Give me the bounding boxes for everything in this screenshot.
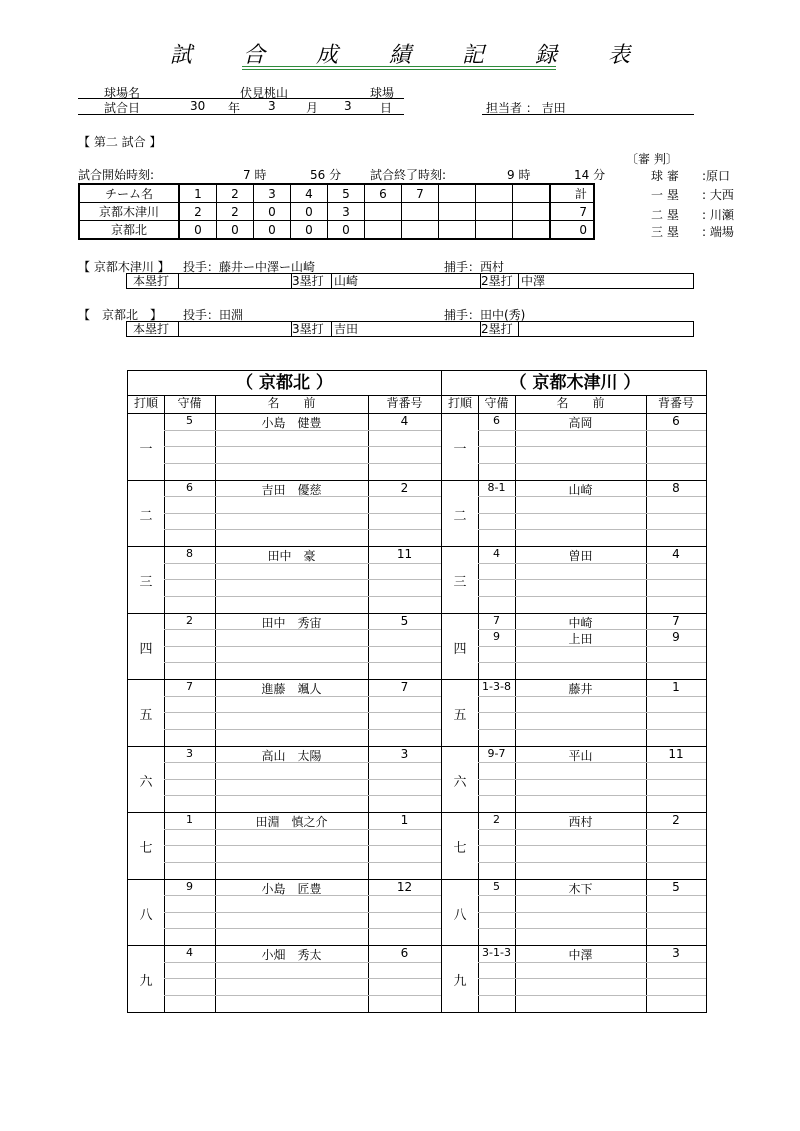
person-label: 担当者 ： 吉田 <box>486 101 566 115</box>
slot-subline <box>164 928 441 929</box>
end-minute: 14 分 <box>574 168 606 182</box>
triple-value: 山崎 <box>334 274 359 288</box>
umpire-header: 〔審 判〕 <box>626 152 678 166</box>
player-position: 8-1 <box>487 481 506 494</box>
team-name: 京都木津川 <box>79 203 179 221</box>
player-name: 高岡 <box>568 416 593 430</box>
slot-subline <box>478 729 706 730</box>
slot-subline <box>478 995 706 996</box>
start-minute: 56 分 <box>310 168 342 182</box>
person-underline <box>482 114 694 115</box>
player-number: 3 <box>400 747 409 761</box>
end-time-label: 試合終了時刻: <box>370 168 447 182</box>
slot-subline <box>164 513 441 514</box>
slot-subline <box>164 795 441 796</box>
player-number: 1 <box>400 813 409 827</box>
home-run-label: 本塁打 <box>133 322 170 336</box>
inning-header: 3 <box>254 184 291 203</box>
batting-order: 六 <box>139 775 153 790</box>
column-header-pos: 守備 <box>177 396 202 410</box>
batting-order: 六 <box>453 775 467 790</box>
team-total: 7 <box>550 203 594 221</box>
inning-run <box>513 221 551 240</box>
home-run-label: 本塁打 <box>133 274 170 288</box>
inning-run: 3 <box>328 203 365 221</box>
lineup-table <box>127 370 707 1013</box>
column-header-order: 打順 <box>133 396 158 410</box>
player-name: 平山 <box>568 749 593 763</box>
player-number: 7 <box>672 614 680 628</box>
slot-subline <box>478 513 706 514</box>
date-month: 3 <box>268 99 276 113</box>
slot-subline <box>478 779 706 780</box>
slot-subline <box>478 978 706 979</box>
title-underline-2 <box>242 69 556 70</box>
slot-subline <box>164 579 441 580</box>
slot-subline <box>478 463 706 464</box>
scoreboard-header-row <box>79 184 594 203</box>
battery-team: 【 京都木津川 】 <box>78 260 170 274</box>
umpire-role: 二 塁 <box>651 208 679 222</box>
inning-header <box>439 184 476 203</box>
player-position: 7 <box>493 614 500 627</box>
player-name: 高山 太陽 <box>261 749 322 763</box>
batting-order: 二 <box>453 509 467 524</box>
player-number: 12 <box>396 880 413 894</box>
umpire-name: : 端場 <box>702 225 734 239</box>
player-position: 3 <box>186 747 193 760</box>
slot-subline <box>478 529 706 530</box>
slot-subline <box>478 928 706 929</box>
batting-order: 四 <box>453 642 467 657</box>
inning-header: 7 <box>402 184 439 203</box>
inning-run: 0 <box>291 203 328 221</box>
player-name: 小島 健豊 <box>261 416 322 430</box>
player-number: 7 <box>400 680 409 694</box>
player-position: 2 <box>186 614 193 627</box>
column-header-order: 打順 <box>447 396 472 410</box>
player-position: 6 <box>493 414 500 427</box>
double-label: 2塁打 <box>481 274 513 288</box>
inning-header <box>476 184 513 203</box>
column-header-name: 名 前 <box>267 396 316 410</box>
scoreboard-table <box>78 183 595 240</box>
player-number: 2 <box>400 481 409 495</box>
date-label: 試合日 <box>104 101 141 115</box>
slot-subline <box>164 662 441 663</box>
player-position: 2 <box>493 813 500 826</box>
slot-subline <box>478 596 706 597</box>
player-name: 山崎 <box>568 483 593 497</box>
batting-order: 四 <box>139 642 153 657</box>
player-number: 3 <box>672 946 680 960</box>
slot-subline <box>164 596 441 597</box>
scoreboard-team-row <box>79 203 594 221</box>
title-underline <box>242 66 556 67</box>
battery-catcher: 捕手：西村 <box>444 260 505 274</box>
slot-subline <box>164 646 441 647</box>
date-day: 3 <box>344 99 352 113</box>
player-position: 5 <box>493 880 500 893</box>
player-name: 吉田 優慈 <box>261 483 322 497</box>
player-position: 4 <box>186 946 193 959</box>
triple-label: 3塁打 <box>292 274 324 288</box>
slot-subline <box>164 463 441 464</box>
batting-order: 三 <box>139 575 153 590</box>
double-label: 2塁打 <box>481 322 513 336</box>
player-name: 曽田 <box>568 549 593 563</box>
player-name: 中崎 <box>568 616 593 630</box>
player-name: 田淵 慎之介 <box>255 815 328 829</box>
slot-subline <box>478 862 706 863</box>
player-position: 4 <box>493 547 500 560</box>
slot-subline <box>164 845 441 846</box>
inning-run <box>439 203 476 221</box>
column-header-number: 背番号 <box>657 396 694 410</box>
player-number: 5 <box>400 614 409 628</box>
slot-subline <box>478 712 706 713</box>
inning-header: 1 <box>179 184 217 203</box>
date-year-unit: 年 <box>228 101 241 115</box>
page-title: 試 合 成 績 記 録 表 <box>170 43 652 68</box>
double-value: 中澤 <box>521 274 546 288</box>
player-position: 5 <box>186 414 193 427</box>
batting-order: 九 <box>139 974 153 989</box>
player-number: 11 <box>668 747 684 761</box>
inning-header: 4 <box>291 184 328 203</box>
slot-subline <box>478 662 706 663</box>
date-day-unit: 日 <box>380 101 393 115</box>
venue-label: 球場名 <box>104 86 141 100</box>
end-hour: 9 時 <box>507 168 531 182</box>
slot-subline <box>478 845 706 846</box>
slot-subline <box>164 978 441 979</box>
inning-run: 0 <box>217 221 254 240</box>
inning-run <box>402 203 439 221</box>
inning-run: 0 <box>291 221 328 240</box>
start-time-label: 試合開始時刻: <box>78 168 155 182</box>
inning-run: 0 <box>328 221 365 240</box>
slot-subline <box>164 712 441 713</box>
player-number: 9 <box>672 630 680 644</box>
inning-run: 0 <box>254 203 291 221</box>
inning-run: 2 <box>179 203 217 221</box>
batting-order: 八 <box>453 908 467 923</box>
umpire-role: 三 塁 <box>651 225 679 239</box>
battery-pitcher: 投手：藤井ー中澤ー山崎 <box>183 260 316 274</box>
batting-order: 二 <box>139 509 153 524</box>
inning-run <box>476 221 513 240</box>
player-position: 1-3-8 <box>482 680 511 693</box>
inning-header: 6 <box>365 184 402 203</box>
player-name: 田中 秀宙 <box>261 616 322 630</box>
player-position: 1 <box>186 813 193 826</box>
batting-order: 一 <box>453 442 467 457</box>
umpire-role: 球 審 <box>651 169 679 183</box>
batting-order: 七 <box>139 841 153 856</box>
player-number: 11 <box>396 547 413 561</box>
slot-subline <box>478 446 706 447</box>
inning-header <box>513 184 551 203</box>
player-name: 木下 <box>568 882 593 896</box>
slot-subline <box>478 795 706 796</box>
inning-run <box>439 221 476 240</box>
inning-header: 5 <box>328 184 365 203</box>
batting-order: 五 <box>453 708 467 723</box>
player-name: 田中 豪 <box>267 549 316 563</box>
player-number: 6 <box>672 414 680 428</box>
column-header-name: 名 前 <box>556 396 605 410</box>
player-number: 6 <box>400 946 409 960</box>
inning-run <box>365 221 402 240</box>
umpire-name: : 大西 <box>702 188 734 202</box>
hits-row <box>126 321 694 337</box>
player-position: 8 <box>186 547 193 560</box>
battery-catcher: 捕手：田中(秀) <box>444 308 526 322</box>
player-name: 小島 匠豊 <box>261 882 322 896</box>
player-position: 6 <box>186 481 193 494</box>
inning-header: 2 <box>217 184 254 203</box>
inning-run: 0 <box>254 221 291 240</box>
umpire-name: : 川瀬 <box>702 208 734 222</box>
inning-run <box>365 203 402 221</box>
right-team-header: （ 京都木津川 ） <box>509 373 641 393</box>
batting-order: 一 <box>139 442 153 457</box>
player-name: 小畑 秀太 <box>261 948 322 962</box>
batting-order: 七 <box>453 841 467 856</box>
batting-order: 九 <box>453 974 467 989</box>
hits-row <box>126 273 694 289</box>
slot-subline <box>164 529 441 530</box>
player-position: 7 <box>186 680 193 693</box>
inning-run <box>476 203 513 221</box>
column-header-number: 背番号 <box>386 396 423 410</box>
total-header: 計 <box>550 184 594 203</box>
venue-name: 伏見桃山 <box>240 86 289 100</box>
slot-subline <box>164 779 441 780</box>
umpire-role: 一 塁 <box>651 188 679 202</box>
triple-value: 吉田 <box>334 322 359 336</box>
scoreboard-team-row <box>79 221 594 240</box>
game-label: 【 第二 試合 】 <box>78 135 162 149</box>
player-name: 上田 <box>568 632 593 646</box>
player-number: 8 <box>672 481 680 495</box>
start-hour: 7 時 <box>243 168 267 182</box>
slot-subline <box>164 912 441 913</box>
player-number: 4 <box>672 547 680 561</box>
slot-subline <box>164 862 441 863</box>
inning-run: 2 <box>217 203 254 221</box>
date-year: 30 <box>190 99 206 113</box>
batting-order: 三 <box>453 575 467 590</box>
team-header: チーム名 <box>79 184 179 203</box>
slot-subline <box>164 446 441 447</box>
slot-subline <box>164 995 441 996</box>
team-name: 京都北 <box>79 221 179 240</box>
batting-order: 八 <box>139 908 153 923</box>
inning-run: 0 <box>179 221 217 240</box>
player-name: 藤井 <box>568 682 593 696</box>
player-position: 3-1-3 <box>482 946 511 959</box>
player-number: 1 <box>672 680 680 694</box>
date-month-unit: 月 <box>306 101 319 115</box>
player-name: 西村 <box>568 815 593 829</box>
slot-subline <box>478 579 706 580</box>
team-total: 0 <box>550 221 594 240</box>
column-header-pos: 守備 <box>484 396 509 410</box>
umpire-name: :原口 <box>702 169 731 183</box>
venue-suffix: 球場 <box>370 86 395 100</box>
player-number: 4 <box>400 414 409 428</box>
player-name: 進藤 颯人 <box>261 682 322 696</box>
slot-subline <box>164 729 441 730</box>
player-position: 9 <box>186 880 193 893</box>
player-number: 2 <box>672 813 680 827</box>
player-number: 5 <box>672 880 680 894</box>
triple-label: 3塁打 <box>292 322 324 336</box>
battery-pitcher: 投手：田淵 <box>183 308 244 322</box>
inning-run <box>402 221 439 240</box>
left-team-header: （ 京都北 ） <box>236 373 333 393</box>
player-name: 中澤 <box>568 948 593 962</box>
player-position: 9-7 <box>487 747 506 760</box>
date-underline <box>78 114 404 115</box>
slot-subline <box>478 912 706 913</box>
battery-team: 【 京都北 】 <box>78 308 163 322</box>
batting-order: 五 <box>139 708 153 723</box>
inning-run <box>513 203 551 221</box>
player-position: 9 <box>493 630 500 643</box>
